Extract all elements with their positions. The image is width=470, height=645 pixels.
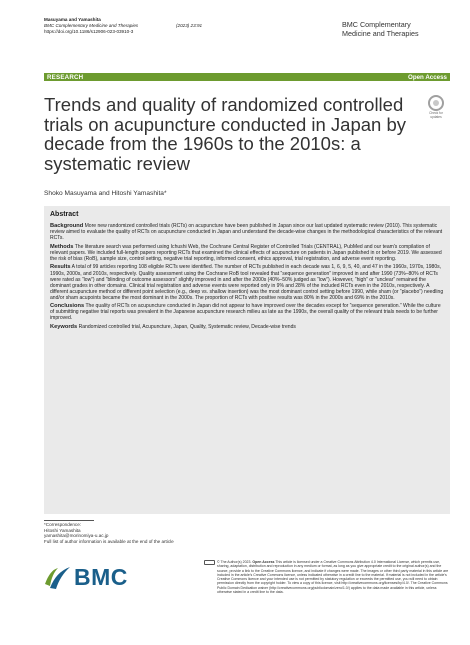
abstract-methods: Methods The literature search was performed using Ichushi Web, the Cochrane Central Register of Controlled Trials (CENTRAL), PubMed and our team's compilation of relevant papers. We included full-length papers reporting RCTs that examined the clinical effects of acupuncture on patients in Japan published in or before 2019. We assessed the risk of bias (RoB), sample size, control setting, negative trial reporting, informed consent, ethics approval, trial registration, and adverse event reporting. bbox=[50, 243, 442, 262]
bmc-logo bbox=[44, 564, 144, 590]
abstract-keywords: Keywords Randomized controlled trial, Acupuncture, Japan, Quality, Systematic review, Decade-wise trends bbox=[50, 324, 296, 331]
abstract-conclusions: Conclusions The quality of RCTs on acupuncture conducted in Japan did not appear to have improved over the decades except for “sequence generation.” While the culture of submitting negative trial reports was prevalent in the Japanese acupuncture research milieu as late as the 1990s, the overall quality of the relevant trials needs to be further improved. bbox=[50, 303, 441, 322]
bmc-logo-mark-icon bbox=[44, 564, 72, 590]
header-doi-link[interactable]: https://doi.org/10.1186/s12906-023-03910-3 bbox=[44, 29, 134, 35]
running-header bbox=[44, 17, 203, 36]
check-for-updates-badge[interactable] bbox=[425, 95, 447, 121]
crossmark-icon bbox=[428, 95, 444, 111]
correspondence-block bbox=[44, 522, 174, 544]
correspondence-email-link[interactable]: yamashita@morinomiya-u.ac.jp bbox=[44, 533, 109, 539]
header-journal: BMC Complementary Medicine and Therapies bbox=[44, 23, 139, 29]
correspondence-name: Hitoshi Yamashita bbox=[44, 527, 81, 533]
abstract-heading: Abstract bbox=[50, 211, 79, 218]
article-title: Trends and quality of randomized controlled trials on acupuncture conducted in Japan by decade from the 1960s to the 2010s: a systematic review bbox=[44, 94, 407, 174]
abstract-box bbox=[44, 206, 450, 514]
bmc-logo-text: BMC bbox=[74, 564, 128, 590]
abstract-results: Results A total of 99 articles reporting 108 eligible RCTs were identified. The number of RCTs published in each decade was 1, 6, 9, 5, 40, and 47 in the 1960s, 1970s, 1980s, 1990s, 2000s, and 2010s, respectively. Quality assessment using the Cochrane RoB tool revealed that “sequence generation” improved in and after 1990 (73%–80% of RCTs were rated as “low”) and “blinding of outcome assessors” slightly improved in and after the 2000s (40%–50% judged as “low”). However, “high” or “unclear” remained the dominant grades in other domains. Clinical trial registration and adverse events were reported only in 9% and 28% of the included RCTs even in the 2010s, respectively. A different acupuncture method or different point selection (e.g., deep vs. shallow insertion) was the most dominant control setting before 1990, while sham (or “placebo”) needling and/or sham acupoints became the most dominant in the 2000s. The proportion of RCTs with positive results was 80% in the 2000s and 69% in the 2010s. bbox=[50, 264, 444, 301]
crossmark-label: Check for updates bbox=[429, 111, 443, 119]
author-info-note: Full list of author information is available at the end of the article bbox=[44, 538, 174, 544]
article-type-band bbox=[44, 73, 450, 81]
correspondence-label: *Correspondence: bbox=[44, 522, 82, 527]
article-type-label: RESEARCH bbox=[47, 73, 84, 81]
journal-brand-line1: BMC Complementary bbox=[342, 20, 411, 29]
abstract-background: Background More new randomized controlled trials (RCTs) on acupuncture have been published in Japan since our last updated systematic review (2010). This systematic review aimed to evaluate the quality of RCTs on acupuncture conducted in Japan and understand the decade-wise changes in the methodological characteristics of the relevant RCTs. bbox=[50, 223, 443, 242]
journal-brand bbox=[342, 20, 452, 38]
license-statement: © The Author(s) 2023. Open Access This article is licensed under a Creative Commons Attribution 4.0 International License, which permits use, sharing, adaptation, distribution and reproduction in any medium or format, as long as you give appropriate credit to the original author(s) and the source, provide a link to the Creative Commons licence, and indicate if changes were made. The images or other third party material in this article are included in the article's Creative Commons licence, unless indicated otherwise in a credit line to the material. If material is not included in the article's Creative Commons licence and your intended use is not permitted by statutory regulation or exceeds the permitted use, you will need to obtain permission directly from the copyright holder. To view a copy of this licence, visit http://creativecommons.org/licenses/by/4.0/. The Creative Commons Public Domain Dedication waiver (http://creativecommons.org/publicdomain/zero/1.0/) applies to the data made available in this article, unless otherwise stated in a credit line to the data. bbox=[217, 560, 451, 594]
journal-brand-line2: Medicine and Therapies bbox=[342, 29, 419, 38]
footnote-divider bbox=[44, 520, 94, 521]
header-year-volume: (2023) 23:91 bbox=[176, 23, 203, 29]
open-access-label: Open Access bbox=[408, 73, 447, 81]
header-authors: Masuyama and Yamashita bbox=[44, 17, 101, 22]
abstract-body bbox=[50, 223, 445, 333]
creative-commons-icon bbox=[204, 560, 215, 565]
author-byline: Shoko Masuyama and Hitoshi Yamashita* bbox=[44, 190, 167, 197]
